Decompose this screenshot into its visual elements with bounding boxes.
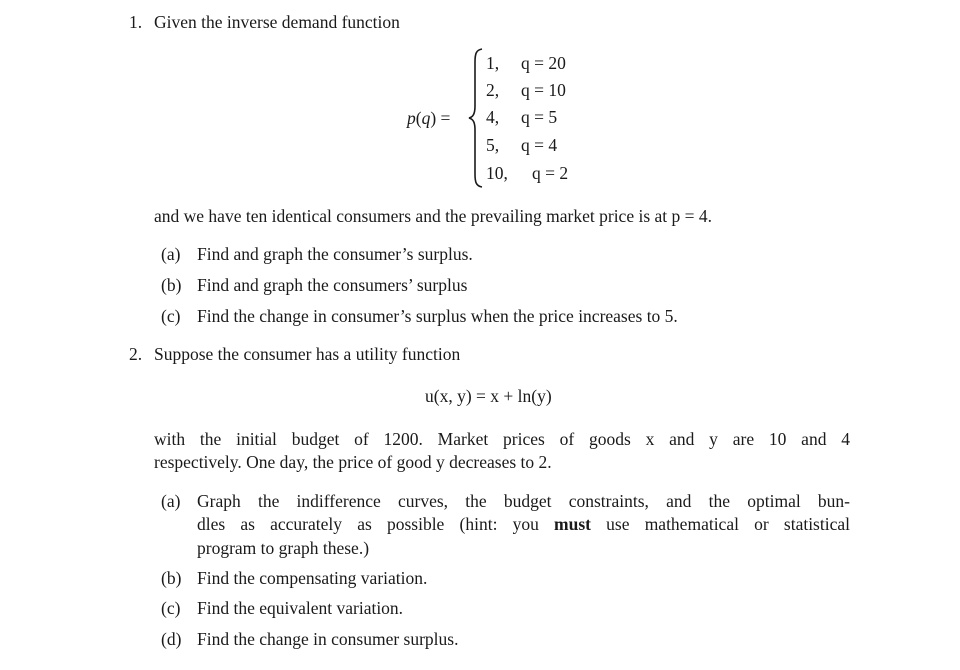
case-value-5: 10, xyxy=(486,163,508,183)
question-1-market-statement: and we have ten identical consumers and the prevailing market price is at p = 4. xyxy=(154,206,713,226)
case-value-3: 4, xyxy=(486,107,500,127)
q1-part-c-text: Find the change in consumer’s surplus when the price increases to 5. xyxy=(197,306,678,326)
q1-part-c-label: (c) xyxy=(161,306,181,326)
question-2-paragraph-line-1: with the initial budget of 1200. Market prices of goods x and y are 10 and 4 xyxy=(154,429,850,449)
q2-part-d-label: (d) xyxy=(161,629,182,649)
q2-part-b-label: (b) xyxy=(161,568,182,588)
question-1-number: 1. xyxy=(129,12,143,32)
q2-part-c-label: (c) xyxy=(161,598,181,618)
question-2-paragraph-line-2: respectively. One day, the price of good y decreases to 2. xyxy=(154,452,552,472)
question-2-intro: Suppose the consumer has a utility function xyxy=(154,344,461,364)
q1-part-b-text: Find and graph the consumers’ surplus xyxy=(197,275,468,295)
q2-part-a-line-3: program to graph these.) xyxy=(197,538,370,558)
q1-part-a-label: (a) xyxy=(161,244,181,264)
case-value-2: 2, xyxy=(486,80,500,100)
q2-part-a-label: (a) xyxy=(161,491,181,511)
q2-part-b-text: Find the compensating variation. xyxy=(197,568,428,588)
demand-function-lhs: p(q) = xyxy=(407,108,451,128)
case-condition-3: q = 5 xyxy=(521,107,558,127)
question-1-intro: Given the inverse demand function xyxy=(154,12,400,32)
case-condition-2: q = 10 xyxy=(521,80,566,100)
q2-part-a-line-2: dles as accurately as possible (hint: you must use mathematical or statistical xyxy=(197,514,850,534)
q2-part-d-text: Find the change in consumer surplus. xyxy=(197,629,459,649)
case-condition-4: q = 4 xyxy=(521,135,558,155)
piecewise-brace xyxy=(468,48,484,188)
case-value-4: 5, xyxy=(486,135,500,155)
case-condition-1: q = 20 xyxy=(521,53,566,73)
case-value-1: 1, xyxy=(486,53,500,73)
case-condition-5: q = 2 xyxy=(532,163,569,183)
question-2-number: 2. xyxy=(129,344,143,364)
q2-part-c-text: Find the equivalent variation. xyxy=(197,598,404,618)
q2-part-a-line-1: Graph the indifference curves, the budget constraints, and the optimal bun- xyxy=(197,491,850,511)
utility-equation: u(x, y) = x + ln(y) xyxy=(425,386,552,406)
q1-part-a-text: Find and graph the consumer’s surplus. xyxy=(197,244,473,264)
q1-part-b-label: (b) xyxy=(161,275,182,295)
